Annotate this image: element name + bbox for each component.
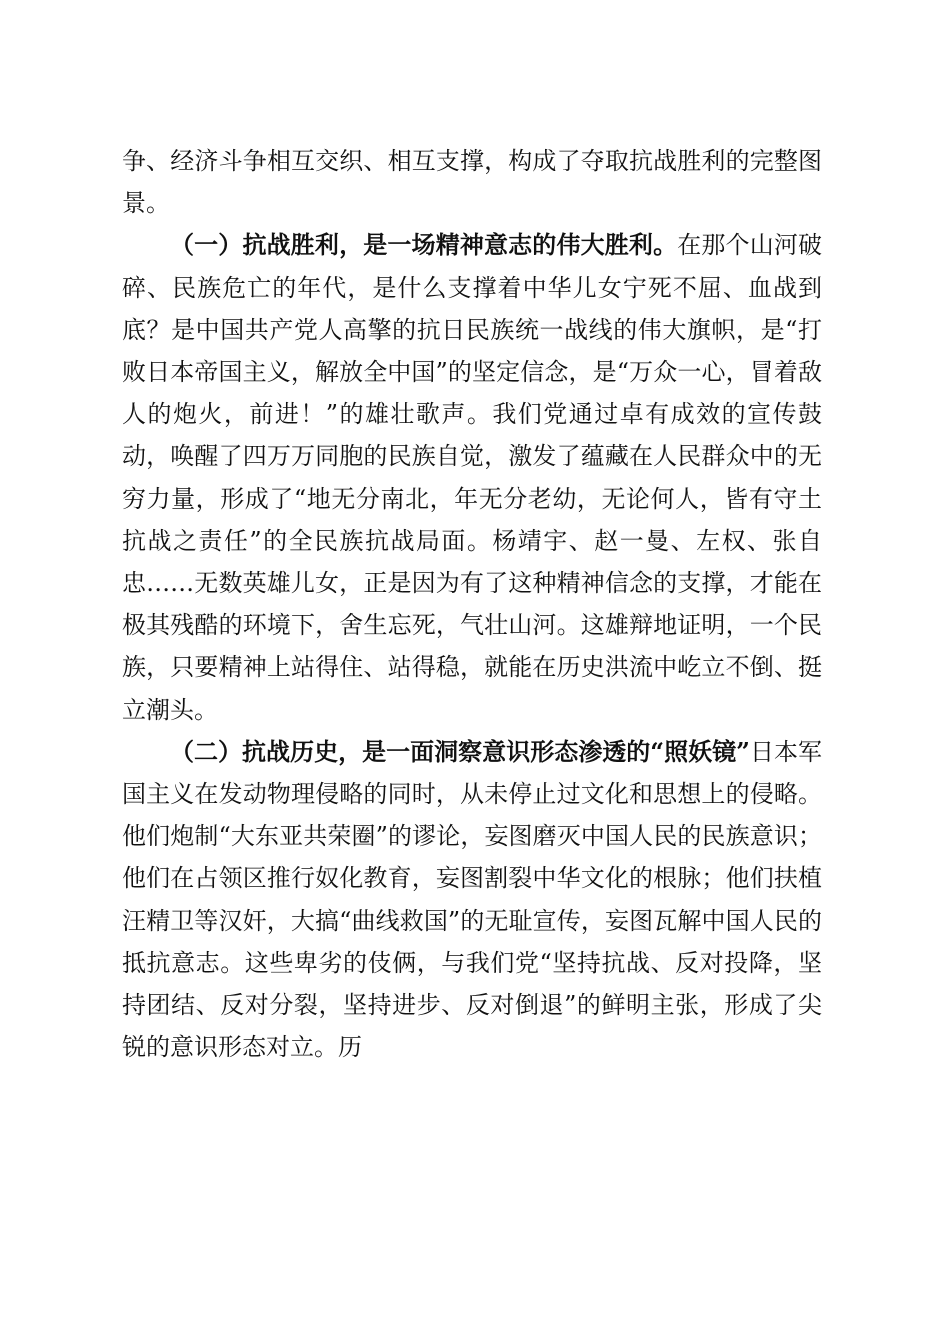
paragraph-section-2 <box>122 731 822 1069</box>
paragraph-text: 争、经济斗争相互交织、相互支撑，构成了夺取抗战胜利的完整图景。 <box>122 147 822 218</box>
section-1-heading: （一）抗战胜利，是一场精神意志的伟大胜利。 <box>170 230 678 260</box>
paragraph-section-1 <box>122 224 822 730</box>
document-body <box>122 140 822 1068</box>
paragraph-text: 日本军国主义在发动物理侵略的同时，从未停止过文化和思想上的侵略。他们炮制“大东亚共荣圈”的谬论，妄图磨灭中国人民的民族意识；他们在占领区推行奴化教育，妄图割裂中华文化的根脉；他们扶植汪精卫等汉奸，大搞“曲线救国”的无耻宣传，妄图瓦解中国人民的抵抗意志。这些卑劣的伎俩，与我们党“坚持抗战、反对投降，坚持团结、反对分裂，坚持进步、反对倒退”的鲜明主张，形成了尖锐的意识形态对立。历 <box>122 737 823 1062</box>
section-2-heading: （二）抗战历史，是一面洞察意识形态渗透的“照妖镜” <box>170 736 750 766</box>
paragraph-continuation <box>122 140 822 224</box>
paragraph-text: 在那个山河破碎、民族危亡的年代，是什么支撑着中华儿女宁死不屈、血战到底？是中国共产党人高擎的抗日民族统一战线的伟大旗帜，是“打败日本帝国主义，解放全中国”的坚定信念，是“万众一心，冒着敌人的炮火，前进！”的雄壮歌声。我们党通过卓有成效的宣传鼓动，唤醒了四万万同胞的民族自觉，激发了蕴藏在人民群众中的无穷力量，形成了“地无分南北，年无分老幼，无论何人，皆有守土抗战之责任”的全民族抗战局面。杨靖宇、赵一曼、左权、张自忠……无数英雄儿女，正是因为有了这种精神信念的支撑，才能在极其残酷的环境下，舍生忘死，气壮山河。这雄辩地证明，一个民族，只要精神上站得住、站得稳，就能在历史洪流中屹立不倒、挺立潮头。 <box>122 231 823 724</box>
